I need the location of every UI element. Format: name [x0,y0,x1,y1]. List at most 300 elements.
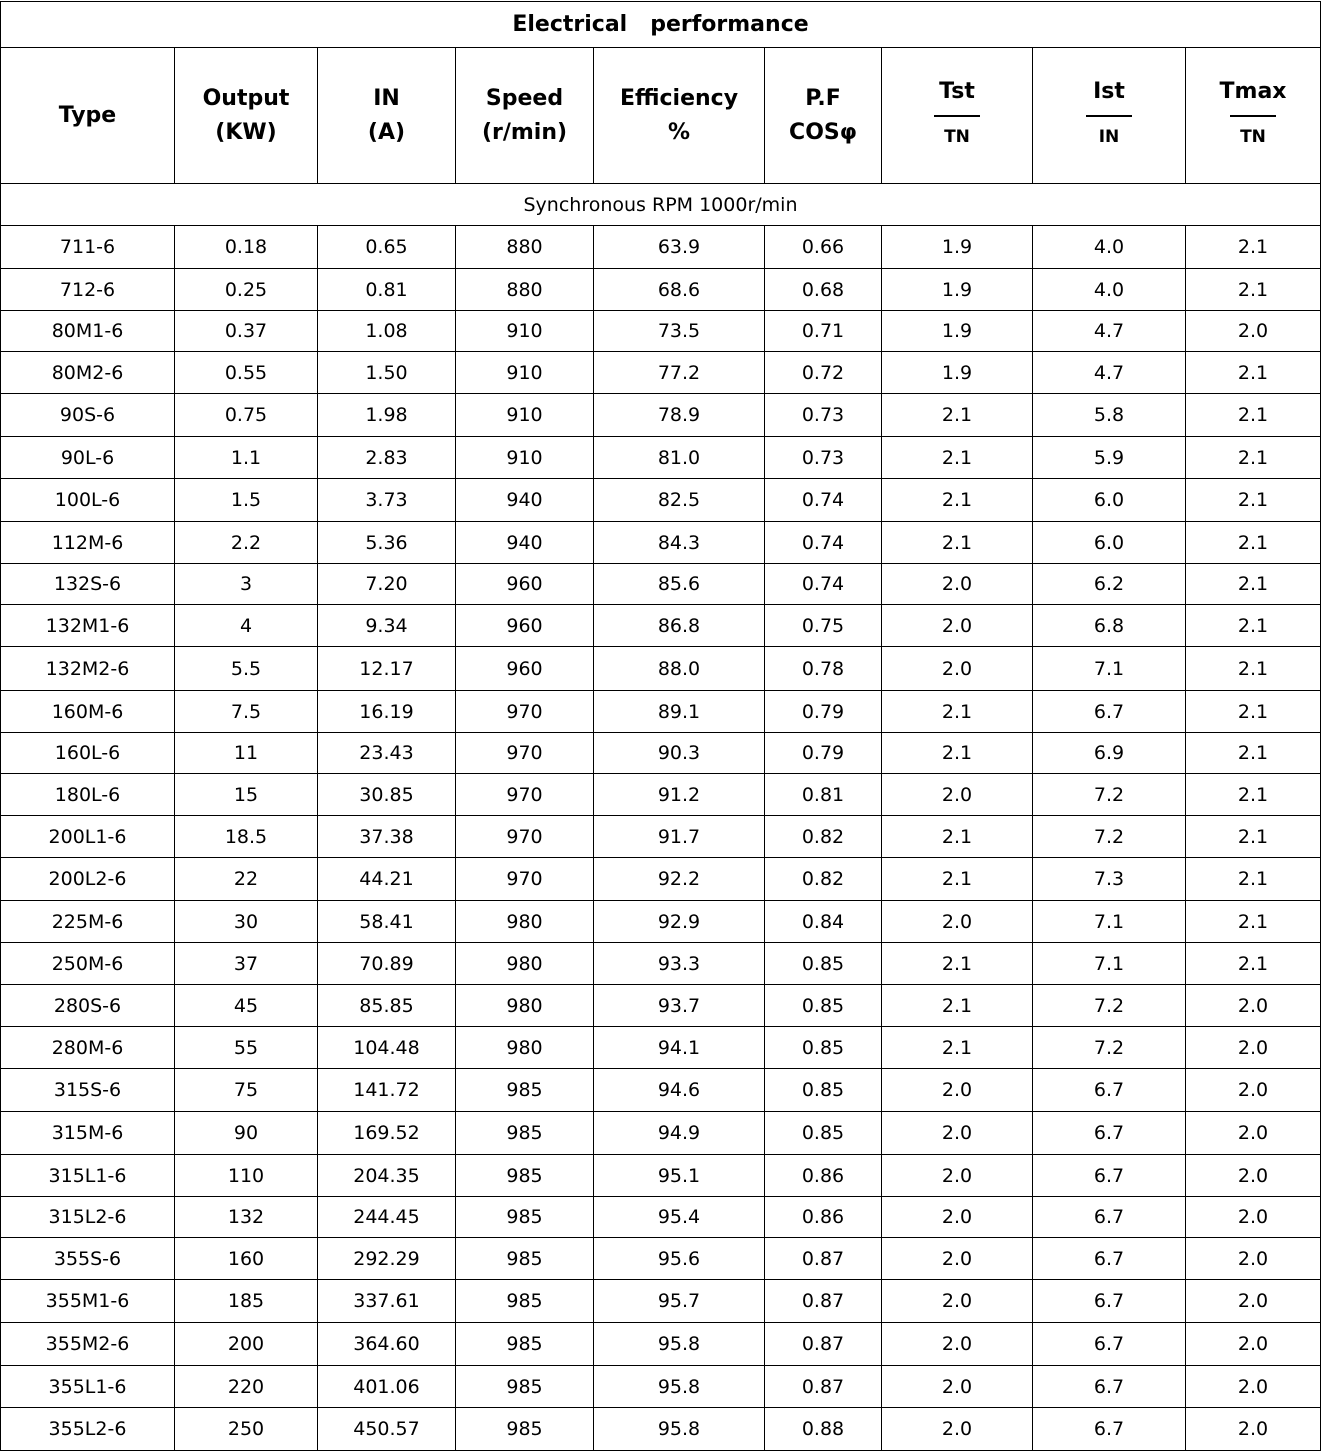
cell-tst-tn: 2.1 [882,733,1033,774]
cell-in-a: 70.89 [318,943,456,985]
cell-type: 180L-6 [1,774,175,816]
cell-efficiency: 68.6 [594,269,765,311]
cell-speed: 880 [456,269,594,311]
cell-output-kw: 90 [175,1112,318,1155]
cell-ist-in: 6.8 [1033,605,1186,647]
cell-type: 200L1-6 [1,816,175,858]
cell-ist-in: 7.1 [1033,901,1186,943]
cell-power-factor: 0.75 [765,605,882,647]
cell-type: 280S-6 [1,985,175,1027]
cell-output-kw: 132 [175,1197,318,1238]
cell-type: 90S-6 [1,394,175,437]
fraction-bar [1086,115,1132,117]
cell-output-kw: 185 [175,1280,318,1323]
cell-efficiency: 73.5 [594,311,765,352]
cell-in-a: 0.81 [318,269,456,311]
cell-power-factor: 0.87 [765,1366,882,1408]
cell-power-factor: 0.85 [765,1027,882,1069]
cell-speed: 970 [456,691,594,733]
cell-ist-in: 7.3 [1033,858,1186,901]
cell-power-factor: 0.72 [765,352,882,394]
cell-type: 315M-6 [1,1112,175,1155]
cell-ist-in: 6.0 [1033,522,1186,564]
header-efficiency: Efficiency % [594,48,765,184]
cell-ist-in: 7.2 [1033,1027,1186,1069]
cell-tmax-tn: 2.1 [1186,479,1321,522]
cell-in-a: 1.50 [318,352,456,394]
cell-type: 80M2-6 [1,352,175,394]
table-row [1,816,1321,858]
cell-tmax-tn: 2.1 [1186,226,1321,269]
cell-efficiency: 90.3 [594,733,765,774]
cell-ist-in: 6.9 [1033,733,1186,774]
tst-numerator: Tst [939,78,975,104]
cell-output-kw: 11 [175,733,318,774]
cell-in-a: 16.19 [318,691,456,733]
cell-power-factor: 0.78 [765,647,882,691]
cell-in-a: 204.35 [318,1155,456,1197]
cell-tmax-tn: 2.0 [1186,1197,1321,1238]
table-row [1,352,1321,394]
cell-tst-tn: 2.0 [882,1408,1033,1451]
cell-efficiency: 82.5 [594,479,765,522]
cell-in-a: 9.34 [318,605,456,647]
cell-output-kw: 0.55 [175,352,318,394]
cell-power-factor: 0.85 [765,943,882,985]
cell-tst-tn: 2.0 [882,901,1033,943]
cell-efficiency: 91.7 [594,816,765,858]
cell-in-a: 364.60 [318,1323,456,1366]
cell-speed: 910 [456,352,594,394]
cell-power-factor: 0.73 [765,394,882,437]
cell-in-a: 401.06 [318,1366,456,1408]
cell-tst-tn: 2.0 [882,1280,1033,1323]
table-row [1,226,1321,269]
cell-output-kw: 110 [175,1155,318,1197]
cell-efficiency: 94.6 [594,1069,765,1112]
cell-speed: 985 [456,1408,594,1451]
cell-tmax-tn: 2.0 [1186,1323,1321,1366]
cell-power-factor: 0.74 [765,564,882,605]
header-in: IN (A) [318,48,456,184]
table-row [1,1408,1321,1451]
cell-efficiency: 95.8 [594,1366,765,1408]
cell-output-kw: 160 [175,1238,318,1280]
cell-power-factor: 0.82 [765,816,882,858]
cell-type: 355L1-6 [1,1366,175,1408]
cell-type: 80M1-6 [1,311,175,352]
cell-ist-in: 4.7 [1033,352,1186,394]
table-row [1,269,1321,311]
cell-tmax-tn: 2.0 [1186,1238,1321,1280]
cell-ist-in: 6.7 [1033,1069,1186,1112]
cell-tst-tn: 2.0 [882,1323,1033,1366]
cell-power-factor: 0.73 [765,437,882,479]
header-tst-ratio [882,48,1033,184]
cell-speed: 910 [456,311,594,352]
header-tmax-ratio [1186,48,1321,184]
cell-type: 315S-6 [1,1069,175,1112]
cell-power-factor: 0.84 [765,901,882,943]
cell-tmax-tn: 2.1 [1186,943,1321,985]
cell-output-kw: 200 [175,1323,318,1366]
cell-tmax-tn: 2.0 [1186,1112,1321,1155]
cell-tmax-tn: 2.1 [1186,269,1321,311]
cell-speed: 985 [456,1238,594,1280]
cell-in-a: 12.17 [318,647,456,691]
cell-type: 90L-6 [1,437,175,479]
cell-output-kw: 0.25 [175,269,318,311]
cell-type: 355S-6 [1,1238,175,1280]
cell-speed: 960 [456,605,594,647]
cell-efficiency: 95.6 [594,1238,765,1280]
cell-efficiency: 95.8 [594,1408,765,1451]
cell-power-factor: 0.74 [765,522,882,564]
tmax-denominator: TN [1240,126,1266,147]
header-power-factor: P.F COSφ [765,48,882,184]
cell-type: 711-6 [1,226,175,269]
cell-power-factor: 0.66 [765,226,882,269]
cell-speed: 970 [456,858,594,901]
cell-tst-tn: 2.1 [882,858,1033,901]
cell-in-a: 5.36 [318,522,456,564]
cell-output-kw: 55 [175,1027,318,1069]
cell-tmax-tn: 2.1 [1186,394,1321,437]
cell-ist-in: 7.2 [1033,816,1186,858]
cell-speed: 960 [456,647,594,691]
cell-power-factor: 0.86 [765,1155,882,1197]
cell-ist-in: 5.8 [1033,394,1186,437]
table-row [1,564,1321,605]
cell-output-kw: 15 [175,774,318,816]
table-row [1,1238,1321,1280]
cell-speed: 985 [456,1155,594,1197]
cell-efficiency: 89.1 [594,691,765,733]
cell-ist-in: 6.7 [1033,1197,1186,1238]
cell-power-factor: 0.87 [765,1280,882,1323]
cell-output-kw: 7.5 [175,691,318,733]
header-speed: Speed (r/min) [456,48,594,184]
cell-type: 355M1-6 [1,1280,175,1323]
cell-type: 200L2-6 [1,858,175,901]
cell-output-kw: 1.5 [175,479,318,522]
cell-power-factor: 0.87 [765,1238,882,1280]
cell-power-factor: 0.86 [765,1197,882,1238]
table-row [1,479,1321,522]
cell-speed: 985 [456,1069,594,1112]
table-row [1,943,1321,985]
cell-output-kw: 75 [175,1069,318,1112]
cell-ist-in: 4.0 [1033,226,1186,269]
ist-numerator: Ist [1093,78,1125,104]
cell-speed: 970 [456,816,594,858]
cell-tst-tn: 2.0 [882,564,1033,605]
table-row [1,605,1321,647]
cell-efficiency: 88.0 [594,647,765,691]
cell-efficiency: 63.9 [594,226,765,269]
cell-type: 225M-6 [1,901,175,943]
cell-efficiency: 85.6 [594,564,765,605]
table-row [1,394,1321,437]
cell-type: 160L-6 [1,733,175,774]
cell-in-a: 337.61 [318,1280,456,1323]
cell-power-factor: 0.85 [765,985,882,1027]
cell-efficiency: 94.1 [594,1027,765,1069]
cell-type: 355M2-6 [1,1323,175,1366]
cell-tmax-tn: 2.0 [1186,1155,1321,1197]
table-row [1,774,1321,816]
cell-efficiency: 77.2 [594,352,765,394]
cell-tst-tn: 2.1 [882,437,1033,479]
tmax-numerator: Tmax [1219,78,1287,104]
cell-tst-tn: 1.9 [882,352,1033,394]
table-row [1,437,1321,479]
cell-in-a: 37.38 [318,816,456,858]
cell-ist-in: 6.7 [1033,1323,1186,1366]
table-row [1,522,1321,564]
cell-type: 132M1-6 [1,605,175,647]
cell-in-a: 244.45 [318,1197,456,1238]
cell-type: 132S-6 [1,564,175,605]
cell-tst-tn: 2.1 [882,1027,1033,1069]
cell-tmax-tn: 2.1 [1186,352,1321,394]
cell-efficiency: 94.9 [594,1112,765,1155]
table-row [1,1197,1321,1238]
cell-output-kw: 4 [175,605,318,647]
cell-tst-tn: 2.1 [882,985,1033,1027]
cell-type: 315L1-6 [1,1155,175,1197]
cell-output-kw: 22 [175,858,318,901]
cell-in-a: 292.29 [318,1238,456,1280]
cell-ist-in: 7.1 [1033,943,1186,985]
cell-tst-tn: 1.9 [882,226,1033,269]
cell-output-kw: 30 [175,901,318,943]
table-row [1,1366,1321,1408]
cell-output-kw: 0.75 [175,394,318,437]
cell-type: 112M-6 [1,522,175,564]
cell-power-factor: 0.88 [765,1408,882,1451]
table-row [1,1027,1321,1069]
cell-output-kw: 0.18 [175,226,318,269]
cell-tmax-tn: 2.1 [1186,901,1321,943]
cell-tst-tn: 2.1 [882,394,1033,437]
synchronous-rpm-subheader: Synchronous RPM 1000r/min [1,184,1321,226]
cell-output-kw: 5.5 [175,647,318,691]
table-row [1,1280,1321,1323]
cell-efficiency: 95.1 [594,1155,765,1197]
cell-speed: 940 [456,522,594,564]
cell-power-factor: 0.79 [765,691,882,733]
cell-tmax-tn: 2.0 [1186,1280,1321,1323]
cell-output-kw: 1.1 [175,437,318,479]
cell-ist-in: 6.7 [1033,1238,1186,1280]
cell-tst-tn: 1.9 [882,269,1033,311]
cell-ist-in: 6.7 [1033,1408,1186,1451]
cell-in-a: 0.65 [318,226,456,269]
cell-type: 712-6 [1,269,175,311]
cell-output-kw: 18.5 [175,816,318,858]
cell-ist-in: 6.2 [1033,564,1186,605]
cell-tst-tn: 2.0 [882,1069,1033,1112]
cell-tmax-tn: 2.0 [1186,311,1321,352]
cell-speed: 980 [456,985,594,1027]
cell-efficiency: 95.8 [594,1323,765,1366]
cell-tst-tn: 2.0 [882,1155,1033,1197]
cell-efficiency: 95.4 [594,1197,765,1238]
header-ist-ratio [1033,48,1186,184]
table-row [1,647,1321,691]
cell-ist-in: 5.9 [1033,437,1186,479]
cell-in-a: 104.48 [318,1027,456,1069]
table-row [1,1112,1321,1155]
cell-output-kw: 220 [175,1366,318,1408]
fraction-bar [934,115,980,117]
cell-output-kw: 0.37 [175,311,318,352]
cell-power-factor: 0.85 [765,1069,882,1112]
cell-in-a: 85.85 [318,985,456,1027]
cell-type: 160M-6 [1,691,175,733]
cell-tmax-tn: 2.1 [1186,605,1321,647]
cell-efficiency: 92.2 [594,858,765,901]
header-output: Output (KW) [175,48,318,184]
cell-tst-tn: 2.0 [882,647,1033,691]
cell-speed: 985 [456,1366,594,1408]
cell-efficiency: 91.2 [594,774,765,816]
cell-tmax-tn: 2.1 [1186,733,1321,774]
cell-output-kw: 45 [175,985,318,1027]
cell-efficiency: 93.7 [594,985,765,1027]
cell-tst-tn: 1.9 [882,311,1033,352]
cell-tmax-tn: 2.1 [1186,816,1321,858]
cell-speed: 985 [456,1323,594,1366]
cell-speed: 985 [456,1197,594,1238]
cell-tmax-tn: 2.0 [1186,1069,1321,1112]
cell-tmax-tn: 2.1 [1186,522,1321,564]
cell-power-factor: 0.81 [765,774,882,816]
cell-in-a: 1.98 [318,394,456,437]
cell-type: 250M-6 [1,943,175,985]
cell-in-a: 3.73 [318,479,456,522]
cell-ist-in: 6.0 [1033,479,1186,522]
table-title: Electrical performance [1,2,1321,48]
cell-efficiency: 95.7 [594,1280,765,1323]
cell-type: 100L-6 [1,479,175,522]
cell-tst-tn: 2.0 [882,774,1033,816]
table-row [1,733,1321,774]
fraction-bar [1230,115,1276,117]
table-row [1,691,1321,733]
cell-speed: 985 [456,1280,594,1323]
cell-power-factor: 0.85 [765,1112,882,1155]
cell-type: 132M2-6 [1,647,175,691]
cell-in-a: 1.08 [318,311,456,352]
cell-in-a: 169.52 [318,1112,456,1155]
cell-tmax-tn: 2.1 [1186,858,1321,901]
cell-speed: 970 [456,733,594,774]
cell-tst-tn: 2.1 [882,479,1033,522]
cell-efficiency: 92.9 [594,901,765,943]
cell-output-kw: 37 [175,943,318,985]
cell-efficiency: 81.0 [594,437,765,479]
cell-tmax-tn: 2.0 [1186,1027,1321,1069]
cell-output-kw: 250 [175,1408,318,1451]
cell-ist-in: 7.1 [1033,647,1186,691]
cell-speed: 910 [456,437,594,479]
electrical-performance-table [0,1,1321,1451]
cell-tst-tn: 2.1 [882,691,1033,733]
cell-power-factor: 0.79 [765,733,882,774]
cell-ist-in: 6.7 [1033,691,1186,733]
cell-speed: 960 [456,564,594,605]
cell-ist-in: 4.0 [1033,269,1186,311]
cell-speed: 970 [456,774,594,816]
cell-ist-in: 7.2 [1033,774,1186,816]
cell-tmax-tn: 2.1 [1186,647,1321,691]
cell-ist-in: 7.2 [1033,985,1186,1027]
cell-in-a: 23.43 [318,733,456,774]
cell-tst-tn: 2.0 [882,1112,1033,1155]
cell-efficiency: 93.3 [594,943,765,985]
cell-tst-tn: 2.1 [882,816,1033,858]
cell-tmax-tn: 2.0 [1186,985,1321,1027]
cell-in-a: 141.72 [318,1069,456,1112]
cell-in-a: 30.85 [318,774,456,816]
cell-ist-in: 6.7 [1033,1280,1186,1323]
cell-ist-in: 4.7 [1033,311,1186,352]
cell-tmax-tn: 2.1 [1186,564,1321,605]
cell-efficiency: 84.3 [594,522,765,564]
cell-speed: 985 [456,1112,594,1155]
ist-denominator: IN [1098,126,1120,147]
cell-type: 280M-6 [1,1027,175,1069]
table-row [1,858,1321,901]
table-row [1,1155,1321,1197]
cell-ist-in: 6.7 [1033,1155,1186,1197]
cell-speed: 910 [456,394,594,437]
cell-ist-in: 6.7 [1033,1366,1186,1408]
cell-efficiency: 78.9 [594,394,765,437]
cell-power-factor: 0.87 [765,1323,882,1366]
cell-speed: 880 [456,226,594,269]
cell-speed: 980 [456,1027,594,1069]
cell-output-kw: 3 [175,564,318,605]
cell-tmax-tn: 2.0 [1186,1366,1321,1408]
cell-power-factor: 0.68 [765,269,882,311]
cell-type: 315L2-6 [1,1197,175,1238]
cell-tmax-tn: 2.1 [1186,774,1321,816]
cell-tmax-tn: 2.0 [1186,1408,1321,1451]
cell-tst-tn: 2.1 [882,943,1033,985]
table-row [1,311,1321,352]
tst-denominator: TN [944,126,970,147]
cell-tst-tn: 2.0 [882,1366,1033,1408]
cell-speed: 980 [456,943,594,985]
cell-speed: 980 [456,901,594,943]
cell-ist-in: 6.7 [1033,1112,1186,1155]
cell-tst-tn: 2.0 [882,1238,1033,1280]
cell-power-factor: 0.82 [765,858,882,901]
cell-output-kw: 2.2 [175,522,318,564]
cell-tmax-tn: 2.1 [1186,437,1321,479]
table-row [1,901,1321,943]
cell-speed: 940 [456,479,594,522]
table-row [1,1323,1321,1366]
cell-type: 355L2-6 [1,1408,175,1451]
cell-power-factor: 0.71 [765,311,882,352]
cell-in-a: 44.21 [318,858,456,901]
header-type: Type [1,48,175,184]
cell-power-factor: 0.74 [765,479,882,522]
